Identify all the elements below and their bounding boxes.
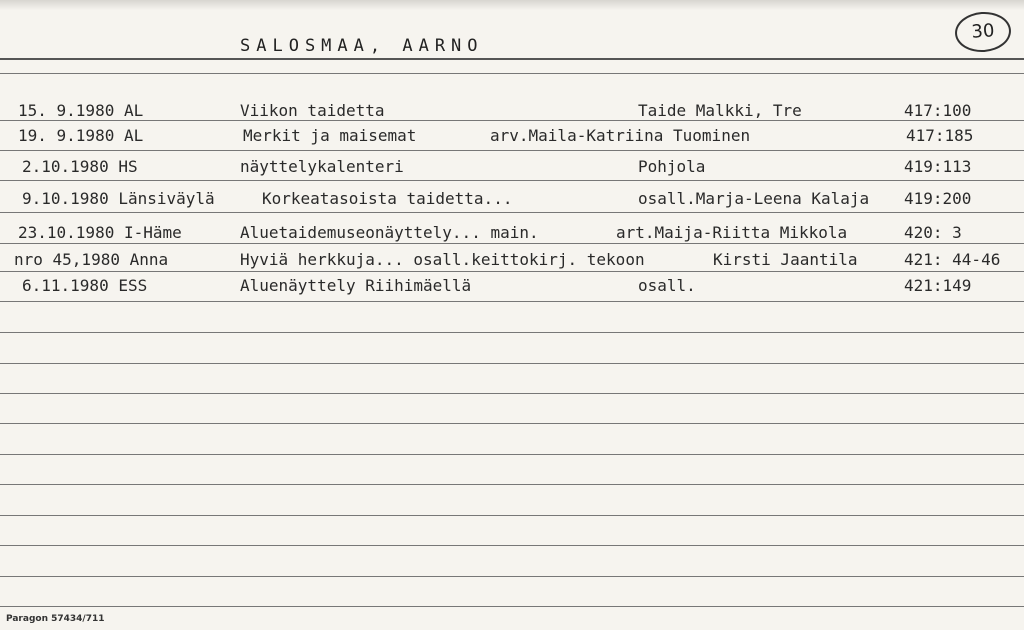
- ruled-line: [0, 332, 1024, 333]
- entry-title: Aluenäyttely Riihimäellä: [240, 276, 472, 295]
- ruled-line: [0, 576, 1024, 577]
- entry-note: osall.Marja-Leena Kalaja: [638, 189, 870, 208]
- ruled-line: [0, 423, 1024, 424]
- entry-date-source: 6.11.1980 ESS: [22, 276, 148, 295]
- ruled-line: [0, 515, 1024, 516]
- entry-reference: 420: 3: [904, 223, 962, 242]
- entry-row: [0, 221, 1024, 245]
- entry-reference: 417:185: [906, 126, 974, 145]
- entry-note: Kirsti Jaantila: [713, 250, 858, 269]
- entry-note: osall.: [638, 276, 696, 295]
- entry-title: Korkeatasoista taidetta...: [262, 189, 513, 208]
- entry-reference: 419:200: [904, 189, 972, 208]
- entry-reference: 417:100: [904, 101, 972, 120]
- entry-date-source: 23.10.1980 I-Häme: [18, 223, 182, 242]
- ruled-line: [0, 454, 1024, 455]
- entry-title: Merkit ja maisemat: [243, 126, 417, 145]
- entry-reference: 421:149: [904, 276, 972, 295]
- ruled-line: [0, 120, 1024, 121]
- ruled-line: [0, 545, 1024, 546]
- entry-reference: 421: 44-46: [904, 250, 1001, 269]
- entry-date-source: 2.10.1980 HS: [22, 157, 138, 176]
- ruled-line: [0, 393, 1024, 394]
- entry-title: näyttelykalenteri: [240, 157, 404, 176]
- ruled-line: [0, 150, 1024, 151]
- ruled-line: [0, 363, 1024, 364]
- ruled-line: [0, 606, 1024, 607]
- ruled-line: [0, 180, 1024, 181]
- entry-row: [0, 248, 1024, 272]
- ruled-line: [0, 484, 1024, 485]
- entry-note: arv.Maila-Katriina Tuominen: [490, 126, 751, 145]
- circled-card-number: 30: [954, 10, 1013, 54]
- entry-row: [0, 187, 1024, 211]
- entry-row: [0, 155, 1024, 179]
- entry-title: Viikon taidetta: [240, 101, 385, 120]
- entry-title: Hyviä herkkuja... osall.keittokirj. tekoon: [240, 250, 645, 269]
- header-rule-secondary: [0, 73, 1024, 74]
- entry-title: Aluetaidemuseonäyttely... main.: [240, 223, 539, 242]
- header-rule: [0, 58, 1024, 60]
- entry-note: art.Maija-Riitta Mikkola: [616, 223, 848, 242]
- ruled-line: [0, 271, 1024, 272]
- printer-imprint: Paragon 57434/711: [6, 614, 105, 624]
- entry-row: [0, 274, 1024, 298]
- entry-date-source: nro 45,1980 Anna: [14, 250, 169, 269]
- scan-edge: [0, 0, 1024, 10]
- entry-row: [0, 124, 1024, 148]
- entry-note: Pohjola: [638, 157, 706, 176]
- entry-date-source: 9.10.1980 Länsiväylä: [22, 189, 215, 208]
- entry-date-source: 19. 9.1980 AL: [18, 126, 144, 145]
- ruled-line: [0, 301, 1024, 302]
- entry-date-source: 15. 9.1980 AL: [18, 101, 144, 120]
- card-heading-name: SALOSMAA, AARNO: [240, 36, 484, 56]
- ruled-line: [0, 243, 1024, 244]
- entry-reference: 419:113: [904, 157, 972, 176]
- ruled-line: [0, 212, 1024, 213]
- entry-note: Taide Malkki, Tre: [638, 101, 802, 120]
